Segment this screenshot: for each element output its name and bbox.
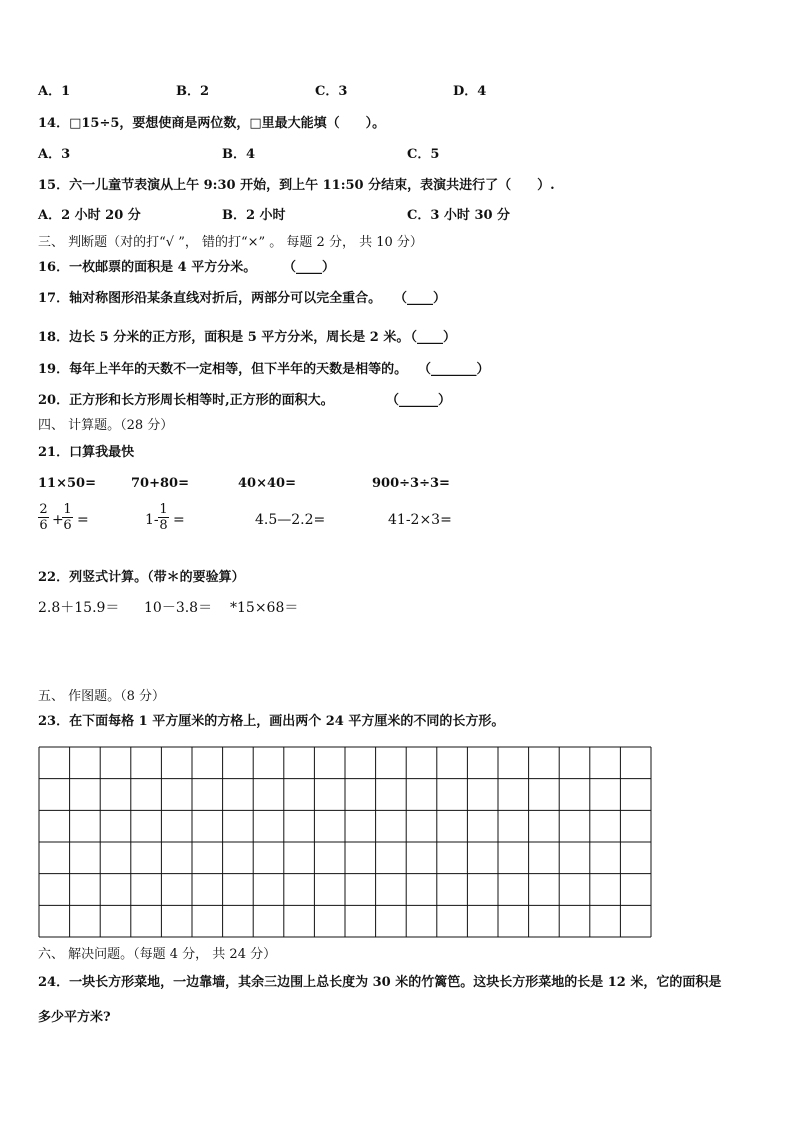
q15-option-c: C．3 小时 30 分 [407,208,511,223]
q21-item-3: 40×40= [238,476,296,491]
q22-title: 22．列竖式计算。（带＊的要验算） [38,570,245,585]
q13-option-c: C．3 [315,84,348,99]
q16-answer-blank[interactable]: （____） [283,260,336,275]
q18-text: 18．边长 5 分米的正方形，面积是 5 平方分米，周长是 2 米。 [38,330,410,345]
q19-answer-blank[interactable]: （_______） [418,362,490,377]
q21-fraction-lead: 1- [145,512,159,528]
q15-option-b: B．2 小时 [222,208,286,223]
q18-answer-blank[interactable]: （____） [404,330,457,345]
q16-text: 16．一枚邮票的面积是 4 平方分米。 [38,260,257,275]
q13-option-b: B．2 [176,84,210,99]
q23-text: 23．在下面每格 1 平方厘米的方格上，画出两个 24 平方厘米的不同的长方形。 [38,714,505,729]
q21-item-8: 41-2×3= [388,512,452,528]
q21-item-7: 4.5—2.2= [255,512,326,528]
section6-title: 六、 解决问题。（每题 4 分， 共 24 分） [38,947,277,962]
q21-fraction-b [62,502,73,533]
fraction-numerator: 1 [159,502,168,517]
plus-sign: + [52,512,64,528]
q15-option-a: A．2 小时 20 分 [38,208,141,223]
q21-title: 21．口算我最快 [38,445,135,460]
q14-option-a: A．3 [38,147,71,162]
q21-item-4: 900÷3÷3= [372,476,450,491]
q17-text: 17．轴对称图形沿某条直线对折后，两部分可以完全重合。 [38,291,382,306]
q21-fraction-a [38,502,49,533]
q13-option-a: A．1 [38,84,71,99]
q14-text: 14．□15÷5，要想使商是两位数，□里最大能填（ ）。 [38,116,386,131]
q14-option-c: C．5 [407,147,440,162]
equals-sign: = [77,512,89,528]
q13-option-d: D．4 [453,84,487,99]
q21-item-1: 11×50= [38,476,96,491]
q20-text: 20．正方形和长方形周长相等时,正方形的面积大。 [38,393,334,408]
fraction-denominator: 6 [39,518,48,533]
q24-text-line1: 24．一块长方形菜地，一边靠墙，其余三边围上总长度为 30 米的竹篱笆。这块长方形菜地的长是 12 米，它的面积是 [38,975,722,990]
q20-answer-blank[interactable]: （______） [386,393,452,408]
q17-answer-blank[interactable]: （____） [394,291,447,306]
section5-title: 五、 作图题。（8 分） [38,689,166,704]
q24-text-line2: 多少平方米? [38,1010,111,1025]
drawing-grid[interactable] [38,746,652,938]
q22-expr-1: 2.8＋15.9＝ [38,600,120,616]
q15-text: 15．六一儿童节表演从上午 9:30 开始，到上午 11:50 分结束，表演共进行了（ ）. [38,178,555,193]
section4-title: 四、 计算题。（28 分） [38,418,174,433]
equals-sign: = [173,512,185,528]
section3-title: 三、 判断题（对的打“√ ”， 错的打“×” 。 每题 2 分， 共 10 分） [38,235,423,250]
q21-fraction-c [158,502,169,533]
fraction-denominator: 8 [159,518,168,533]
q19-text: 19．每年上半年的天数不一定相等，但下半年的天数是相等的。 [38,362,408,377]
fraction-numerator: 2 [39,502,48,517]
fraction-denominator: 6 [63,518,72,533]
q22-expr-3: *15×68＝ [230,600,299,616]
q22-expr-2: 10－3.8＝ [144,600,213,616]
fraction-numerator: 1 [63,502,72,517]
q14-option-b: B．4 [222,147,256,162]
q21-item-2: 70+80= [131,476,189,491]
